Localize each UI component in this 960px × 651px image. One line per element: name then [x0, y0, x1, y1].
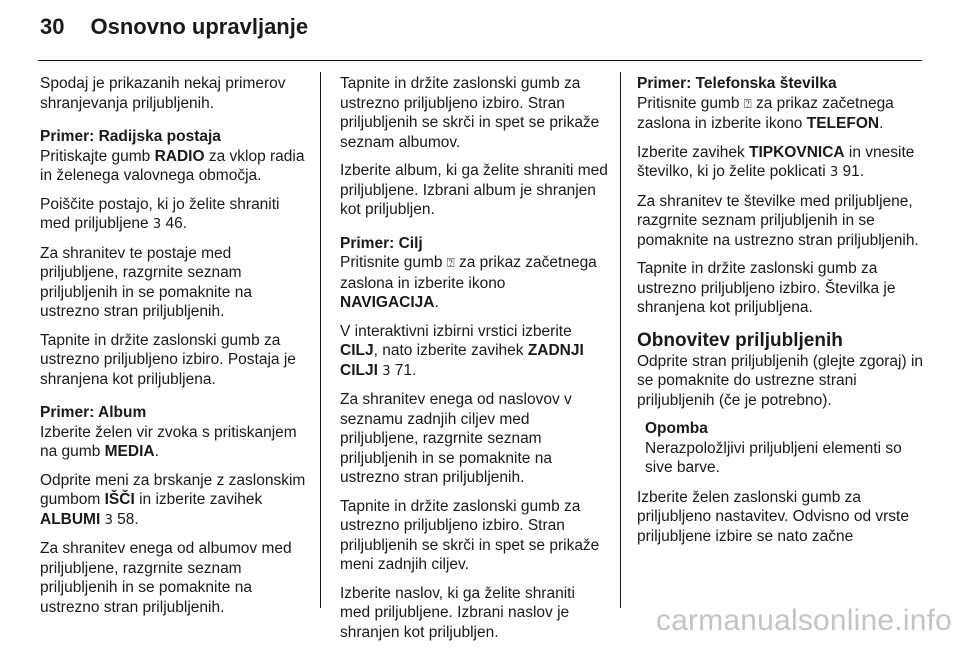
restore-paragraph-1: Odprite stran priljubljenih (glejte zgoraj) in se pomaknite do ustrezne strani priljubljenih (če je potrebno).	[637, 352, 924, 409]
header-rule	[38, 60, 922, 61]
page-reference-icon: 3	[382, 363, 391, 379]
column-divider-2	[620, 72, 621, 608]
note-box	[637, 419, 927, 478]
radio-paragraph-3: Za shranitev te postaje med priljubljene, razgrnite seznam priljubljenih in se pomaknite na ustrezno stran priljubljenih.	[40, 244, 252, 320]
album-paragraph-4: Tapnite in držite zaslonski gumb za ustrezno priljubljeno izbiro. Stran priljubljenih se skrči in spet se prikaže seznam albumov.	[340, 75, 600, 151]
column-3	[637, 74, 927, 555]
radio-paragraph-2: Poiščite postajo, ki jo želite shraniti med priljubljene 3 46.	[40, 195, 280, 232]
note-title: Opomba	[645, 420, 708, 437]
radio-paragraph-4: Tapnite in držite zaslonski gumb za ustrezno priljubljeno izbiro. Postaja je shranjena kot priljubljena.	[40, 331, 296, 388]
telefon-key: TELEFON	[806, 115, 880, 132]
tipkovnica-key: TIPKOVNICA	[749, 143, 845, 161]
radio-key: RADIO	[154, 147, 205, 165]
home-icon: ⍰	[743, 96, 752, 112]
restore-heading: Obnovitev priljubljenih	[637, 329, 843, 351]
page-title: Osnovno upravljanje	[90, 14, 309, 39]
destination-paragraph-1: Pritisnite gumb ⍰ za prikaz začetnega zaslona in izberite ikono NAVIGACIJA.	[340, 254, 597, 311]
destination-paragraph-5: Izberite naslov, ki ga želite shraniti med priljubljene. Izbrani naslov je shranjen kot priljubljen.	[340, 584, 575, 641]
home-icon: ⍰	[446, 256, 455, 271]
phone-paragraph-4: Tapnite in držite zaslonski gumb za ustrezno priljubljeno izbiro. Številka je shranjena kot priljubljena.	[637, 260, 896, 316]
phone-paragraph-3: Za shranitev te številke med priljubljene, razgrnite seznam priljubljenih in se pomaknite na ustrezno stran priljubljenih.	[637, 192, 919, 249]
destination-paragraph-2: V interaktivni izbirni vrstici izberite CILJ, nato izberite zavihek ZADNJI CILJI 3 71.	[340, 322, 584, 379]
zadnji-cilji-key: ZADNJI CILJI	[340, 342, 584, 379]
note-text: Nerazpoložljivi priljubljeni elementi so sive barve.	[645, 439, 902, 476]
page-reference-icon: 3	[829, 165, 839, 180]
intro-paragraph: Spodaj je prikazanih nekaj primerov shranjevanja priljubljenih.	[40, 75, 286, 112]
album-paragraph-5: Izberite album, ki ga želite shraniti med priljubljene. Izbrani album je shranjen kot priljubljen.	[340, 162, 608, 218]
cilj-key: CILJ	[340, 342, 374, 359]
album-paragraph-1: Izberite želen vir zvoka s pritiskanjem na gumb MEDIA.	[40, 423, 297, 460]
restore-paragraph-2: Izberite želen zaslonski gumb za priljubljeno nastavitev. Odvisno od vrste priljubljene izbire se nato začne	[637, 488, 909, 545]
album-paragraph-2: Odprite meni za brskanje z zaslonskim gumbom IŠČI in izberite zavihek ALBUMI 3 58.	[40, 471, 306, 528]
phone-paragraph-1: Pritisnite gumb ⍰ za prikaz začetnega zaslona in izberite ikono TELEFON.	[637, 94, 894, 132]
isci-key: IŠČI	[104, 491, 135, 508]
media-key: MEDIA	[104, 443, 155, 460]
album-paragraph-3: Za shranitev enega od albumov med priljubljene, razgrnite seznam priljubljenih in se pomaknite na ustrezno stran priljubljenih.	[40, 540, 292, 616]
albumi-key: ALBUMI	[40, 510, 101, 528]
destination-paragraph-3: Za shranitev enega od naslovov v seznamu zadnjih ciljev med priljubljene, razgrnite seznam priljubljenih in se pomaknite na ustrezno stran priljubljenih.	[340, 391, 572, 486]
column-1	[40, 74, 310, 626]
column-divider-1	[320, 72, 321, 608]
album-heading: Primer: Album	[40, 404, 147, 421]
navigacija-key: NAVIGACIJA	[340, 294, 435, 311]
destination-paragraph-4: Tapnite in držite zaslonski gumb za ustrezno priljubljeno izbiro. Stran priljubljenih se skrči in spet se prikaže meni zadnjih ciljev.	[340, 497, 600, 573]
page-reference-icon: 3	[152, 217, 162, 232]
page-reference-icon: 3	[104, 512, 113, 528]
radio-paragraph-1: Pritiskajte gumb RADIO za vklop radia in želenega valovnega območja.	[40, 147, 305, 184]
radio-heading: Primer: Radijska postaja	[40, 128, 221, 145]
watermark: carmanualsonline.info	[655, 604, 952, 637]
page-number: 30	[40, 14, 65, 39]
phone-paragraph-2: Izberite zavihek TIPKOVNICA in vnesite številko, ki jo želite poklicati 3 91.	[637, 143, 915, 180]
destination-heading: Primer: Cilj	[340, 234, 423, 252]
phone-heading: Primer: Telefonska številka	[637, 75, 837, 92]
page-header	[40, 14, 308, 40]
column-2	[340, 74, 608, 651]
